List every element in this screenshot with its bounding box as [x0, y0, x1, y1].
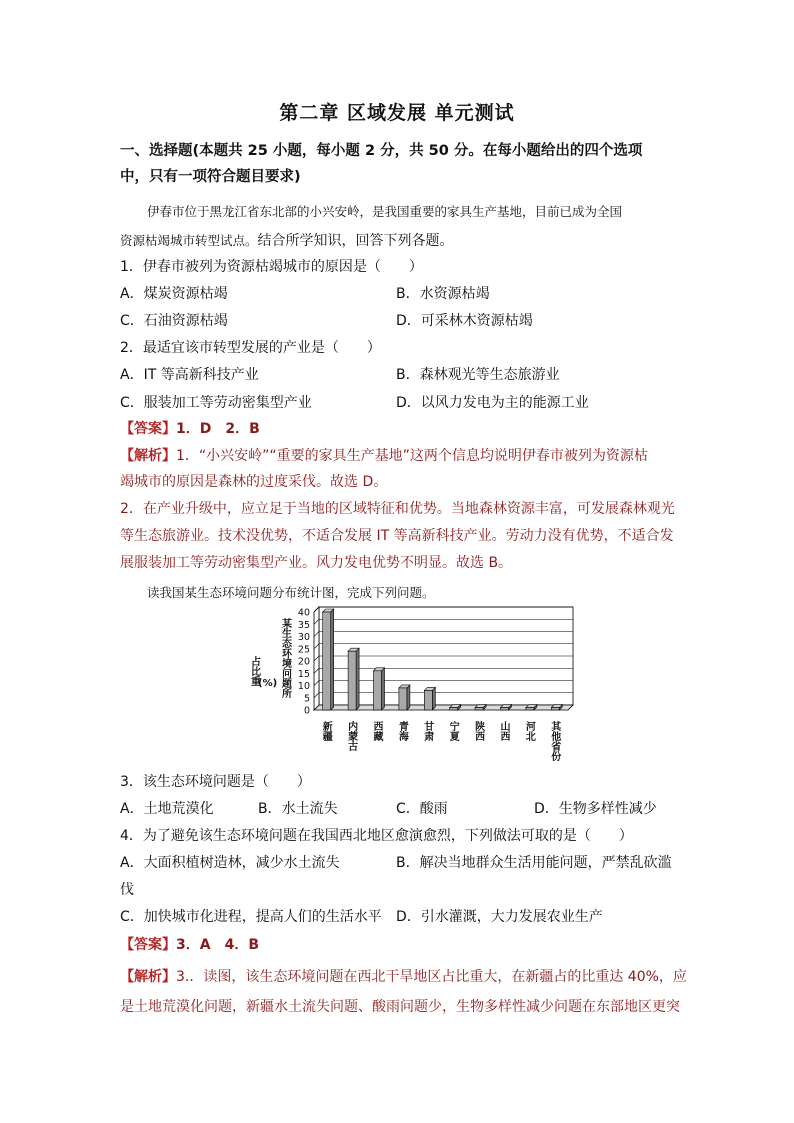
analysis-tag: 【解析】	[120, 969, 176, 985]
q1-option-d: D．可采林木资源枯竭	[396, 313, 533, 329]
y-tick-label: 25	[297, 644, 310, 656]
x-tick-label: 河北	[523, 721, 535, 741]
q1-option-b: B．水资源枯竭	[396, 286, 490, 302]
y-tick-label: 10	[297, 681, 310, 692]
x-tick-label: 陕西	[472, 721, 484, 741]
answer-tag: 【答案】	[120, 937, 176, 953]
question-4: 4．为了避免该生态环境问题在我国西北地区愈演愈烈，下列做法可取的是（ ）	[120, 828, 633, 844]
q4-option-b-cont: 伐	[120, 882, 134, 898]
analysis-tag: 【解析】	[120, 448, 176, 464]
x-tick-label: 青海	[396, 721, 408, 741]
question-2: 2．最适宜该市转型发展的产业是（ ）	[120, 340, 381, 356]
q3-option-b: B．水土流失	[258, 801, 338, 817]
y-tick-label: 15	[297, 668, 310, 680]
analysis-1a: 1．“小兴安岭”“重要的家具生产基地”这两个信息均说明伊春市被列为资源枯	[176, 448, 648, 464]
y-axis-title-vertical: 某生态环境问题所	[279, 618, 291, 698]
analysis-1-line1	[120, 445, 648, 465]
question-1: 1．伊春市被列为资源枯竭城市的原因是（ ）	[120, 259, 423, 275]
y-axis-title-unit: (%)	[258, 678, 278, 689]
x-tick-label: 甘肃	[421, 721, 433, 741]
q4-option-d: D．引水灌溉，大力发展农业生产	[396, 909, 603, 925]
y-tick-label: 0	[303, 705, 310, 717]
y-axis-ticks	[298, 608, 310, 717]
y-tick-label: 20	[297, 656, 310, 668]
group2-intro: 读我国某生态环境问题分布统计图，完成下列问题。	[147, 585, 435, 600]
x-tick-label: 新疆	[320, 721, 332, 741]
q3-option-a: A．土地荒漠化	[120, 801, 214, 817]
group1-intro-line2-head: 资源枯竭城市转型试点。	[120, 233, 258, 248]
answer-1-2	[120, 418, 260, 438]
analysis-3-line2: 是土地荒漠化问题，新疆水土流失问题、酸雨问题少，生物多样性减少问题在东部地区更突	[120, 999, 680, 1015]
analysis-1-line2: 竭城市的原因是森林的过度采伐。故选 D。	[120, 474, 388, 490]
bar	[323, 609, 334, 710]
section-heading-part1: 一、选择题(本题共 25 小题，每小题 2 分，共 50 分。	[120, 143, 483, 159]
x-axis-labels	[320, 720, 561, 762]
y-tick-label: 30	[297, 632, 310, 643]
analysis-2-line2: 等生态旅游业。技术没优势，不适合发展 IT 等高新科技产业。劳动力没有优势，不适合发	[120, 528, 674, 544]
q1-option-c: C．石油资源枯竭	[120, 313, 228, 329]
section-heading-line2: 中，只有一项符合题目要求)	[120, 169, 301, 185]
bar	[374, 668, 385, 710]
x-tick-label: 宁夏	[447, 721, 459, 741]
question-3: 3．该生态环境问题是（ ）	[120, 774, 311, 790]
analysis-2-line3: 展服装加工等劳动密集型产业。风力发电优势不明显。故选 B。	[120, 555, 513, 571]
x-tick-label: 其他省份	[548, 721, 560, 761]
q2-option-b: B．森林观光等生态旅游业	[396, 367, 560, 383]
bar-chart	[250, 604, 580, 764]
y-axis-title	[249, 617, 293, 699]
bar	[424, 687, 435, 710]
analysis-3a: 3.．读图，该生态环境问题在西北干旱地区占比重大，在新疆占的比重达 40%，应	[176, 969, 687, 985]
analysis-2-line1: 2．在产业升级中，应立足于当地的区域特征和优势。当地森林资源丰富，可发展森林观光	[120, 501, 675, 517]
q2-option-c: C．服装加工等劳动密集型产业	[120, 395, 312, 411]
answer-value: 3．A 4．B	[176, 937, 259, 953]
y-tick-label: 35	[297, 619, 310, 631]
q2-option-d: D．以风力发电为主的能源工业	[396, 395, 589, 411]
x-tick-label: 西藏	[371, 721, 382, 741]
q4-option-c: C．加快城市化进程，提高人们的生活水平	[120, 909, 382, 925]
page-title: 第二章 区域发展 单元测试	[279, 102, 515, 124]
bar	[399, 685, 410, 710]
y-axis-title-mid: 占比重	[248, 656, 260, 686]
bar	[348, 648, 359, 710]
y-tick-label: 40	[297, 607, 310, 619]
q1-option-a: A．煤炭资源枯竭	[120, 286, 228, 302]
q3-option-d: D．生物多样性减少	[534, 801, 657, 817]
q3-option-c: C．酸雨	[396, 801, 448, 817]
answer-3-4	[120, 934, 259, 954]
q2-option-a: A．IT 等高新科技产业	[120, 367, 259, 383]
group1-intro-line2	[120, 230, 454, 250]
answer-tag: 【答案】	[120, 421, 176, 437]
group1-intro-line1: 伊春市位于黑龙江省东北部的小兴安岭，是我国重要的家具生产基地，目前已成为全国	[147, 204, 623, 219]
answer-value: 1．D 2．B	[176, 421, 260, 437]
x-tick-label: 山西	[498, 721, 509, 741]
q4-option-a: A．大面积植树造林，减少水土流失	[120, 855, 340, 871]
section-heading-line1	[120, 139, 642, 160]
q4-option-b: B．解决当地群众生活用能问题，严禁乱砍滥	[396, 855, 672, 871]
analysis-3-line1	[120, 966, 687, 986]
x-tick-label: 内蒙古	[345, 721, 357, 751]
section-heading-part2: 在每小题给出的四个选项	[482, 143, 643, 159]
group1-intro-line2-tail: 结合所学知识，回答下列各题。	[257, 233, 454, 249]
y-tick-label: 5	[303, 693, 310, 705]
